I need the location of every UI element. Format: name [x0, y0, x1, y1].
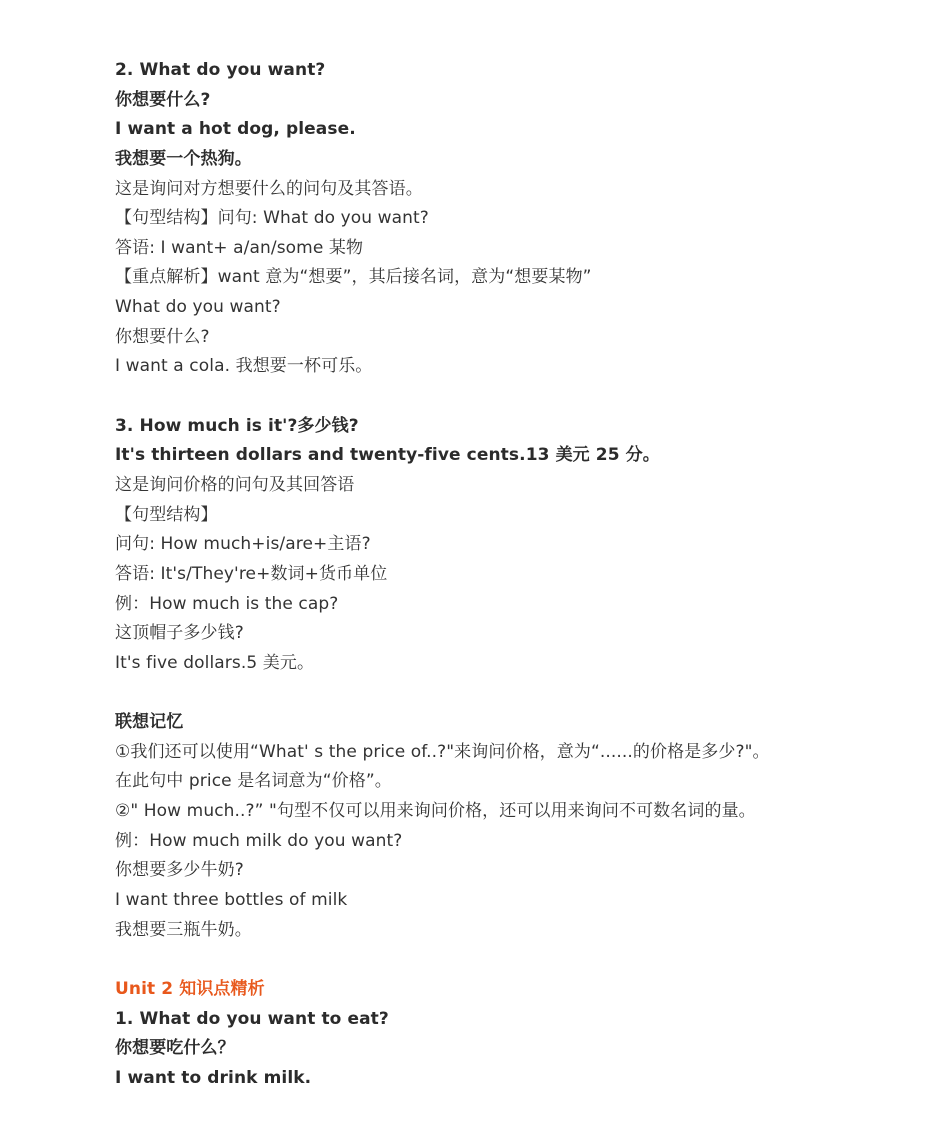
memory-example-question: 例：How much milk do you want?	[115, 830, 403, 851]
section-2-explanation: 这是询问对方想要什么的问句及其答语。	[115, 178, 423, 199]
section-2-structure-question: 【句型结构】问句: What do you want?	[115, 208, 429, 229]
memory-example-question-cn: 你想要多少牛奶?	[115, 860, 244, 881]
spacer	[115, 945, 935, 975]
memory-heading: 联想记忆	[115, 712, 184, 733]
section-3-explanation: 这是询问价格的问句及其回答语	[115, 474, 355, 495]
memory-example-answer-cn: 我想要三瓶牛奶。	[115, 919, 252, 940]
section-2-example-question: What do you want?	[115, 297, 281, 318]
section-3-example-question-cn: 这顶帽子多少钱?	[115, 623, 244, 644]
memory-point-1: ①我们还可以使用“What' s the price of..?"来询问价格，意为“......的价格是多少?"。	[115, 741, 770, 762]
section-3-example-question: 例：How much is the cap?	[115, 593, 339, 614]
section-2-structure-answer: 答语: I want+ a/an/some 某物	[115, 237, 364, 258]
section-2-answer-cn: 我想要一个热狗。	[115, 148, 252, 169]
section-3-structure-heading: 【句型结构】	[115, 504, 218, 525]
unit-2-question: 1. What do you want to eat?	[115, 1008, 389, 1029]
section-3-structure-answer: 答语: It's/They're+数词+货币单位	[115, 563, 388, 584]
unit-2-question-cn: 你想要吃什么？	[115, 1038, 235, 1059]
spacer	[115, 382, 935, 412]
memory-point-1-note: 在此句中 price 是名词意为“价格”。	[115, 771, 392, 792]
unit-2-heading: Unit 2 知识点精析	[115, 978, 265, 999]
section-2-key-point: 【重点解析】want 意为“想要”，其后接名词，意为“想要某物”	[115, 267, 592, 288]
document-body	[115, 56, 935, 1093]
section-2-question-cn: 你想要什么?	[115, 89, 211, 110]
memory-point-2: ②" How much..?” "句型不仅可以用来询问价格，还可以用来询问不可数名词的量。	[115, 801, 756, 822]
section-3-example-answer: It's five dollars.5 美元。	[115, 652, 315, 673]
section-3-structure-question: 问句: How much+is/are+主语?	[115, 534, 371, 555]
memory-example-answer: I want three bottles of milk	[115, 889, 348, 910]
section-2-example-answer: I want a cola. 我想要一杯可乐。	[115, 356, 373, 377]
spacer	[115, 678, 935, 708]
section-2-answer: I want a hot dog, please.	[115, 119, 356, 140]
unit-2-answer: I want to drink milk.	[115, 1067, 312, 1088]
section-3-answer: It's thirteen dollars and twenty-five cents.13 美元 25 分。	[115, 445, 660, 466]
section-2-example-question-cn: 你想要什么?	[115, 326, 210, 347]
section-2-question: 2. What do you want?	[115, 60, 326, 80]
section-3-question: 3. How much is it'?多少钱?	[115, 415, 359, 436]
